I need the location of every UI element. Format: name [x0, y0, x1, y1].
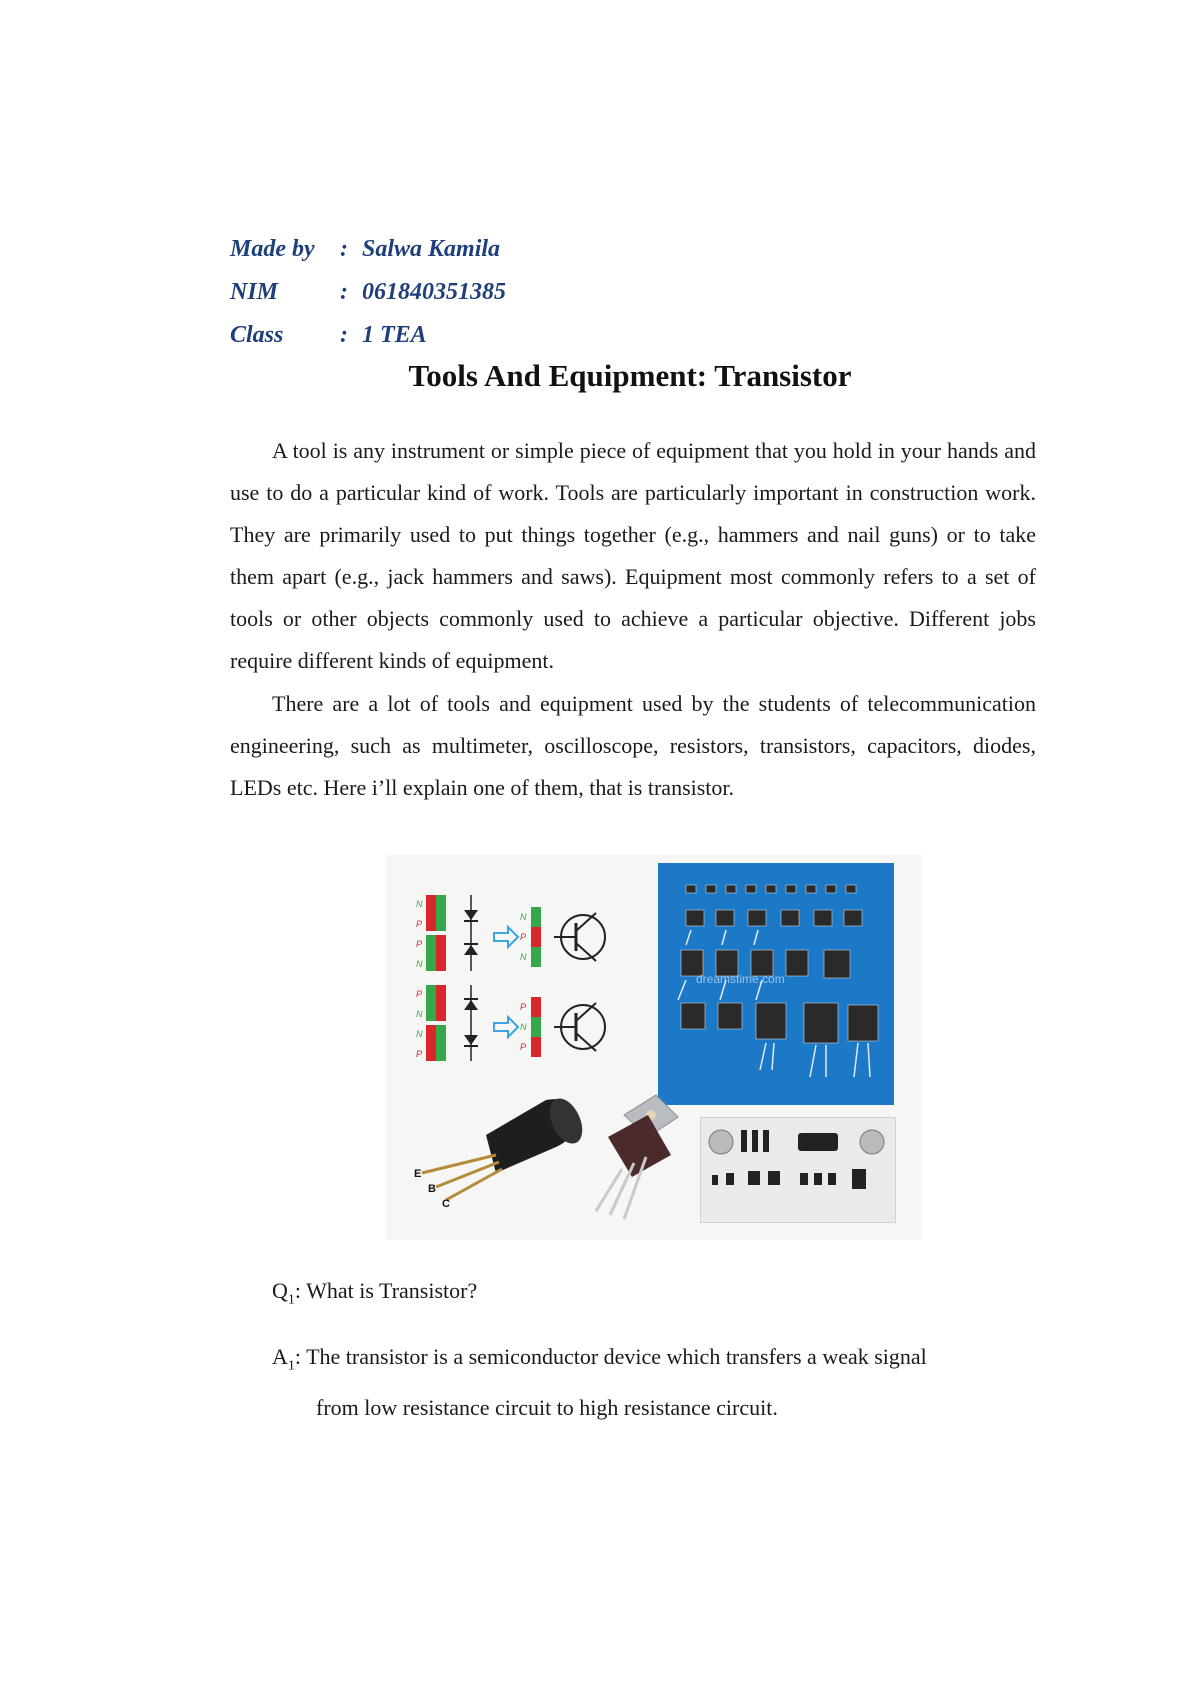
- pnp-diagram: [416, 985, 605, 1061]
- answer-prefix: A: [272, 1344, 288, 1369]
- components-panel-photo: [709, 1130, 884, 1189]
- layer-label: N: [416, 959, 423, 969]
- paragraph-tools: [230, 430, 1036, 682]
- question-number: 1: [287, 1292, 295, 1308]
- arrow-icon: [494, 927, 518, 947]
- answer-text-continued: from low resistance circuit to high resistance circuit.: [316, 1395, 778, 1421]
- layer-label: N: [416, 1009, 423, 1019]
- made-by-row: [230, 228, 506, 271]
- author-info: [230, 228, 506, 357]
- layer-label: P: [520, 932, 527, 942]
- made-by-label: Made by: [230, 236, 315, 262]
- pin-label-b: B: [428, 1183, 436, 1195]
- transistor-illustration: [386, 855, 922, 1240]
- answer-1: [272, 1336, 1036, 1429]
- pin-label-c: C: [442, 1198, 450, 1210]
- class-label: Class: [230, 322, 284, 348]
- colon: :: [340, 236, 348, 262]
- question-1: [272, 1270, 477, 1321]
- nim-row: [230, 271, 506, 314]
- layer-label: P: [416, 939, 423, 949]
- layer-label: P: [416, 1049, 423, 1059]
- page-title: Tools And Equipment: Transistor: [408, 358, 852, 393]
- pin-label-e: E: [414, 1168, 422, 1180]
- paragraph-equipment: [230, 683, 1036, 809]
- layer-label: N: [520, 952, 527, 962]
- nim-value: 061840351385: [362, 279, 506, 305]
- question-prefix: Q: [272, 1278, 288, 1303]
- question-text: : What is Transistor?: [294, 1278, 478, 1303]
- arrow-icon: [494, 1017, 518, 1037]
- paragraph-text: A tool is any instrument or simple piece of equipment that you hold in your hands and use to do a particular kind of work. Tools are particularly important in construction work. They are primarily used to put things together (e.g., hammers and nail guns) or to take them apart (e.g., jack hammers and saws). Equipment most commonly refers to a set of tools or other objects commonly used to achieve a particular objective. Different jobs require different kinds of equipment.: [230, 438, 1036, 673]
- class-row: [230, 314, 506, 357]
- colon: :: [340, 322, 348, 348]
- layer-label: N: [416, 899, 423, 909]
- transistor-collection-photo: [678, 885, 878, 1077]
- made-by-value: Salwa Kamila: [362, 236, 501, 262]
- paragraph-text: There are a lot of tools and equipment used by the students of telecommunication engineering, such as multimeter, oscilloscope, resistors, transistors, capacitors, diodes, LEDs etc. Here i’ll explain one of them, that is transistor.: [230, 691, 1036, 800]
- layer-label: P: [520, 1002, 527, 1012]
- layer-label: P: [416, 989, 423, 999]
- layer-label: P: [416, 919, 423, 929]
- layer-label: N: [416, 1029, 423, 1039]
- layer-block: [436, 935, 446, 971]
- transistor-figure: [386, 855, 922, 1240]
- layer-block: [436, 895, 446, 931]
- to92-transistor-photo: [414, 1093, 589, 1210]
- layer-label: P: [520, 1042, 527, 1052]
- answer-number: 1: [287, 1358, 295, 1374]
- class-value: 1 TEA: [362, 322, 427, 348]
- layer-label: N: [520, 1022, 527, 1032]
- npn-diagram: [416, 895, 605, 971]
- layer-label: N: [520, 912, 527, 922]
- answer-text: : The transistor is a semiconductor device which transfers a weak signal: [294, 1344, 927, 1369]
- layer-block: [426, 895, 436, 931]
- watermark: dreamstime.com: [696, 972, 785, 986]
- layer-block: [426, 935, 436, 971]
- nim-label: NIM: [230, 279, 279, 305]
- to220-transistor-photo: [596, 1095, 678, 1219]
- colon: :: [340, 279, 348, 305]
